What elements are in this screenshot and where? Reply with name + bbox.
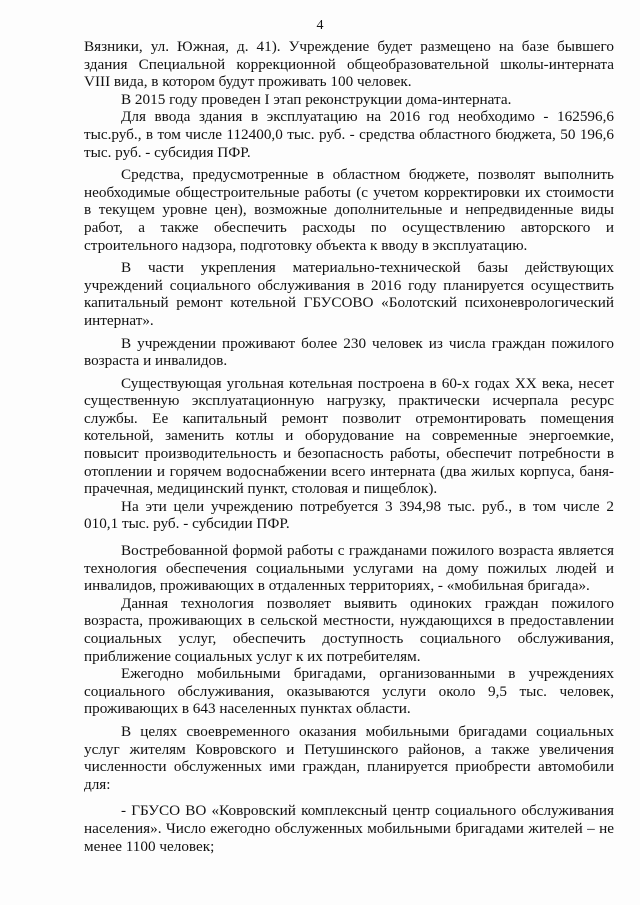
paragraph-boiler-house: Существующая угольная котельная построена в 60-х годах XX века, несет существенную эксплуатационную нагрузку, практически исчерпала ресурс службы. Ее капитальный ремонт позволит отремонтировать помещения котельной, заменить котлы и оборудование на современные энергоемкие, повысит производительность и безопасность работы, обеспечит потребности в отоплении и горячем водоснабжении всего интерната (два жилых корпуса, баня-прачечная, медицинский пункт, столовая и пищеблок). xyxy=(84,374,614,498)
paragraph-residents: В учреждении проживают более 230 человек из числа граждан пожилого возраста и инвалидов. xyxy=(84,334,614,370)
paragraph-technology: Данная технология позволяет выявить одиноких граждан пожилого возраста, проживающих в сельской местности, нуждающихся в предоставлении социальных услуг, обеспечить доступность социального обслуживания, приближение социальных услуг к их потребителям. xyxy=(84,594,614,665)
paragraph-reconstruction-stage: В 2015 году проведен I этап реконструкции дома-интерната. xyxy=(121,90,512,108)
document-body xyxy=(84,38,614,855)
paragraph-kovrov-center: - ГБУСО ВО «Ковровский комплексный центр социального обслуживания населения». Число ежегодно обслуженных мобильными бригадами жителей – не менее 1100 человек; xyxy=(84,802,614,855)
paragraph-annual-services: Ежегодно мобильными бригадами, организованными в учреждениях социального обслуживания, оказываются услуги около 9,5 тыс. человек, проживающих в 643 населенных пунктах области. xyxy=(84,665,614,718)
page-number: 4 xyxy=(316,18,324,33)
paragraph-repair-cost: На эти цели учреждению потребуется 3 394,98 тыс. руб., в том числе 2 010,1 тыс. руб. - субсидии ПФР. xyxy=(84,497,614,533)
paragraph-mobile-brigade: Востребованной формой работы с гражданами пожилого возраста является технология обеспечения социальными услугами на дому пожилых людей и инвалидов, проживающих в отдаленных территориях, - «мобильная бригада». xyxy=(84,542,614,595)
paragraph-vehicles: В целях своевременного оказания мобильными бригадами социальных услуг жителям Ковровского и Петушинского районов, а также увеличения численности обслуженных ими граждан, планируется приобрести автомобили для: xyxy=(84,722,614,793)
paragraph-continuation: Вязники, ул. Южная, д. 41). Учреждение будет размещено на базе бывшего здания Специальной коррекционной общеобразовательной школы-интерната VIII вида, в котором будут проживать 100 человек. xyxy=(84,38,614,91)
paragraph-commissioning-cost: Для ввода здания в эксплуатацию на 2016 год необходимо - 162596,6 тыс.руб., в том числе 112400,0 тыс. руб. - средства областного бюджета, 50 196,6 тыс. руб. - субсидия ПФР. xyxy=(84,108,614,161)
paragraph-boiler-repair: В части укрепления материально-технической базы действующих учреждений социального обслуживания в 2016 году планируется осуществить капитальный ремонт котельной ГБУСОВО «Болотский психоневрологический интернат». xyxy=(84,259,614,329)
paragraph-budget-funds: Средства, предусмотренные в областном бюджете, позволят выполнить необходимые общестроительные работы (с учетом корректировки их стоимости в текущем уровне цен), возможные дополнительные и непредвиденные виды работ, а также обеспечить расходы по осуществлению авторского и строительного надзора, подготовку объекта к вводу в эксплуатацию. xyxy=(84,166,614,254)
